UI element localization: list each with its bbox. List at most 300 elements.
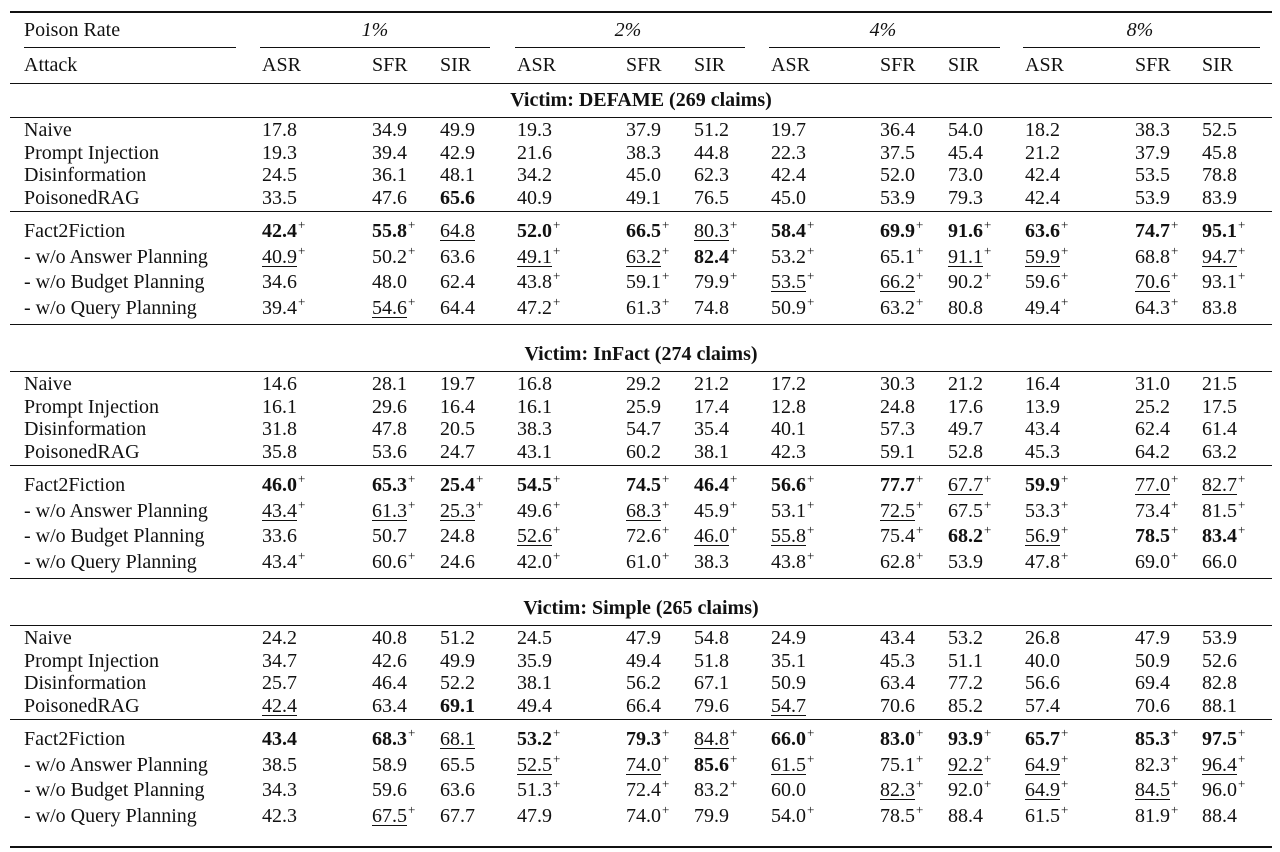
cell-value: 42.4 [1025,164,1060,186]
cell-value: 18.2 [1025,119,1060,141]
significance-marker: + [1238,496,1246,512]
cell-value: 49.1 [517,245,552,268]
cell-value: 25.2 [1135,395,1170,418]
cell-value: 69.4 [1135,672,1170,694]
significance-marker: + [1061,547,1069,563]
cell-value: 66.0 [771,728,806,750]
cell-value: 45.8 [1202,141,1237,164]
row-label: Prompt Injection [24,395,159,418]
table-cell [372,439,407,465]
significance-marker: + [916,217,924,232]
rate-group-rule-1 [260,47,490,48]
cell-value: 63.6 [440,779,475,801]
cell-value: 47.9 [1135,627,1170,649]
table-cell [1025,472,1068,498]
table-cell [771,523,814,549]
cell-value: 49.1 [626,186,661,209]
cell-value: 76.5 [694,186,729,209]
significance-marker: + [984,471,992,486]
significance-marker: + [408,242,416,258]
metric-header: ASR [262,54,301,76]
cell-value: 51.2 [440,627,475,649]
cell-value: 22.3 [771,141,806,164]
cell-value: 16.4 [440,395,475,418]
table-cell [694,218,737,244]
cell-value: 74.0 [626,753,661,776]
row-label: - w/o Answer Planning [24,499,208,522]
row-label: Disinformation [24,418,147,440]
table-cell [948,803,983,829]
cell-value: 24.8 [880,395,915,418]
table-cell [1202,269,1245,295]
table-cell [262,472,305,498]
cell-value: 75.1 [880,753,915,776]
cell-value: 69.9 [880,220,915,242]
cell-value: 63.2 [880,296,915,319]
cell-value: 49.9 [440,649,475,672]
significance-marker: + [1061,242,1069,258]
table-cell [517,439,552,465]
cell-value: 90.2 [948,271,983,293]
section-title: Victim: InFact (274 claims) [524,343,758,365]
cell-value: 46.0 [694,525,729,547]
cell-value: 51.1 [948,649,983,672]
cell-value: 16.8 [517,373,552,395]
table-cell [626,803,669,829]
attack-header-rule [24,47,236,48]
significance-marker: + [807,217,815,232]
cell-value: 63.4 [372,694,407,717]
cell-value: 74.8 [694,296,729,319]
cell-value: 63.6 [1025,220,1060,242]
cell-value: 21.2 [694,373,729,395]
table-cell [440,523,475,549]
table-cell [771,752,814,778]
row-label: - w/o Answer Planning [24,245,208,268]
cell-value: 64.9 [1025,753,1060,776]
section-end-rule [10,578,1272,579]
cell-value: 97.5 [1202,728,1237,750]
significance-marker: + [807,725,815,740]
row-label: Naive [24,627,72,649]
table-cell [262,726,297,752]
cell-value: 81.9 [1135,804,1170,827]
group-rule [10,465,1272,466]
cell-value: 50.7 [372,525,407,547]
rate-header-3: 4% [869,19,897,41]
cell-value: 51.8 [694,649,729,672]
table-cell [262,295,305,321]
cell-value: 55.8 [372,220,407,242]
cell-value: 59.9 [1025,245,1060,268]
table-cell [262,185,297,211]
table-cell [372,472,415,498]
cell-value: 81.5 [1202,499,1237,522]
cell-value: 36.4 [880,119,915,141]
significance-marker: + [1061,776,1069,791]
cell-value: 43.8 [771,550,806,573]
row-label: - w/o Budget Planning [24,525,205,547]
cell-value: 49.7 [948,418,983,440]
cell-value: 64.2 [1135,440,1170,463]
table-cell [1135,726,1178,752]
table-cell [1135,185,1170,211]
cell-value: 38.1 [517,672,552,694]
significance-marker: + [1061,471,1069,486]
cell-value: 37.9 [1135,141,1170,164]
cell-value: 47.6 [372,186,407,209]
table-cell [626,439,661,465]
table-cell [372,269,407,295]
table-cell [1202,185,1237,211]
cell-value: 70.6 [1135,271,1170,293]
table-cell [626,693,661,719]
table-cell [1202,244,1245,270]
table-cell [1025,439,1060,465]
metric-header: SFR [1135,54,1171,76]
table-cell [1135,498,1178,524]
table-cell [880,803,923,829]
table-cell [948,244,991,270]
cell-value: 54.7 [771,694,806,717]
cell-value: 42.6 [372,649,407,672]
significance-marker: + [553,496,561,512]
table-cell [1135,549,1178,575]
header-rule [10,83,1272,84]
table-cell [517,472,560,498]
cell-value: 52.6 [517,525,552,547]
table-cell [694,549,729,575]
significance-marker: + [916,242,924,258]
significance-marker: + [730,725,738,740]
row-label: - w/o Budget Planning [24,271,205,293]
cell-value: 20.5 [440,418,475,440]
cell-value: 58.9 [372,753,407,776]
cell-value: 59.1 [626,271,661,293]
cell-value: 61.3 [626,296,661,319]
significance-marker: + [1061,217,1069,232]
cell-value: 43.4 [262,728,297,750]
section-end-rule [10,324,1272,325]
metric-header: SIR [948,54,980,76]
rate-header-2: 2% [614,19,642,41]
table-cell [771,185,806,211]
cell-value: 57.3 [880,418,915,440]
table-cell [1202,777,1245,803]
table-cell [1202,295,1237,321]
section-title: Victim: Simple (265 claims) [523,597,759,619]
table-cell [771,295,814,321]
table-cell [771,439,806,465]
significance-marker: + [807,547,815,563]
cell-value: 77.7 [880,474,915,496]
cell-value: 24.5 [262,164,297,186]
cell-value: 91.1 [948,245,983,268]
significance-marker: + [1171,217,1179,232]
cell-value: 78.5 [1135,525,1170,547]
table-cell [1202,218,1245,244]
table-cell [1025,549,1068,575]
cell-value: 38.3 [694,550,729,573]
significance-marker: + [662,750,670,766]
significance-marker: + [408,471,416,486]
significance-marker: + [1061,496,1069,512]
cell-value: 68.1 [440,728,475,750]
table-cell [1202,726,1245,752]
table-cell [880,472,923,498]
table-cell [440,269,475,295]
significance-marker: + [807,801,815,817]
cell-value: 51.2 [694,119,729,141]
table-cell [626,269,669,295]
significance-marker: + [916,496,924,512]
cell-value: 59.9 [1025,474,1060,496]
cell-value: 42.4 [1025,186,1060,209]
table-cell [880,752,923,778]
significance-marker: + [730,776,738,791]
table-cell [880,439,915,465]
cell-value: 67.7 [948,474,983,496]
cell-value: 50.2 [372,245,407,268]
significance-marker: + [730,496,738,512]
cell-value: 43.1 [517,440,552,463]
table-cell [948,549,983,575]
table-cell [1025,523,1068,549]
cell-value: 35.8 [262,440,297,463]
cell-value: 39.4 [372,141,407,164]
rate-group-rule-2 [515,47,745,48]
cell-value: 16.1 [517,395,552,418]
cell-value: 92.0 [948,779,983,801]
table-cell [440,726,475,752]
significance-marker: + [916,471,924,486]
cell-value: 24.2 [262,627,297,649]
cell-value: 44.8 [694,141,729,164]
significance-marker: + [662,725,670,740]
cell-value: 61.3 [372,499,407,522]
table-cell [372,185,407,211]
row-label: Fact2Fiction [24,728,126,750]
row-label: Naive [24,119,72,141]
significance-marker: + [1171,293,1179,309]
cell-value: 17.8 [262,119,297,141]
table-cell [262,218,305,244]
section-title: Victim: DEFAME (269 claims) [510,89,772,111]
table-cell [694,693,729,719]
table-cell [1135,269,1178,295]
significance-marker: + [1061,268,1069,283]
significance-marker: + [984,217,992,232]
table-cell [517,523,560,549]
row-label: Prompt Injection [24,141,159,164]
cell-value: 40.9 [517,186,552,209]
significance-marker: + [662,776,670,791]
table-cell [262,244,305,270]
cell-value: 17.2 [771,373,806,395]
significance-marker: + [807,293,815,309]
poison-rate-label: Poison Rate [24,19,121,41]
table-cell [517,218,560,244]
cell-value: 42.0 [517,550,552,573]
cell-value: 53.2 [771,245,806,268]
metric-header: SFR [880,54,916,76]
significance-marker: + [553,217,561,232]
cell-value: 70.6 [880,694,915,717]
cell-value: 49.4 [1025,296,1060,319]
cell-value: 52.0 [880,164,915,186]
cell-value: 61.5 [1025,804,1060,827]
cell-value: 42.3 [771,440,806,463]
cell-value: 60.0 [771,779,806,801]
significance-marker: + [298,293,306,309]
rate-header-4: 8% [1126,19,1154,41]
cell-value: 66.4 [626,694,661,717]
cell-value: 69.1 [440,694,475,717]
cell-value: 24.8 [440,525,475,547]
significance-marker: + [1238,776,1246,791]
cell-value: 53.9 [1135,186,1170,209]
significance-marker: + [1061,293,1069,309]
table-cell [372,244,415,270]
cell-value: 52.5 [517,753,552,776]
significance-marker: + [553,471,561,486]
cell-value: 62.4 [1135,418,1170,440]
table-cell [1135,218,1178,244]
cell-value: 68.2 [948,525,983,547]
cell-value: 65.3 [372,474,407,496]
cell-value: 95.1 [1202,220,1237,242]
cell-value: 49.4 [626,649,661,672]
cell-value: 53.2 [517,728,552,750]
row-label: Disinformation [24,164,147,186]
significance-marker: + [408,547,416,563]
table-cell [517,295,560,321]
table-cell [517,269,560,295]
cell-value: 64.8 [440,220,475,242]
cell-value: 56.9 [1025,525,1060,547]
table-cell [880,777,923,803]
significance-marker: + [1238,242,1246,258]
significance-marker: + [408,725,416,740]
table-cell [771,777,806,803]
cell-value: 96.0 [1202,779,1237,801]
table-cell [440,185,475,211]
row-label: - w/o Query Planning [24,804,197,827]
significance-marker: + [730,471,738,486]
cell-value: 19.7 [771,119,806,141]
table-cell [517,803,552,829]
table-cell [1025,777,1068,803]
cell-value: 29.2 [626,373,661,395]
cell-value: 75.4 [880,525,915,547]
cell-value: 21.6 [517,141,552,164]
cell-value: 63.6 [440,245,475,268]
cell-value: 42.9 [440,141,475,164]
attack-label: Attack [24,54,78,76]
significance-marker: + [916,725,924,740]
cell-value: 40.9 [262,245,297,268]
significance-marker: + [298,547,306,563]
cell-value: 55.8 [771,525,806,547]
table-cell [771,472,814,498]
cell-value: 53.6 [372,440,407,463]
cell-value: 38.3 [1135,119,1170,141]
cell-value: 28.1 [372,373,407,395]
cell-value: 78.5 [880,804,915,827]
cell-value: 25.7 [262,672,297,694]
cell-value: 47.8 [372,418,407,440]
cell-value: 56.6 [771,474,806,496]
significance-marker: + [662,268,670,283]
table-cell [1135,244,1178,270]
cell-value: 47.9 [517,804,552,827]
cell-value: 62.4 [440,271,475,293]
significance-marker: + [730,217,738,232]
table-cell [948,295,983,321]
cell-value: 56.6 [1025,672,1060,694]
metric-header: SFR [372,54,408,76]
cell-value: 93.1 [1202,271,1237,293]
table-cell [262,777,297,803]
metric-header: ASR [517,54,556,76]
table-cell [1202,439,1237,465]
cell-value: 59.1 [880,440,915,463]
cell-value: 79.6 [694,694,729,717]
cell-value: 68.8 [1135,245,1170,268]
significance-marker: + [1238,725,1246,740]
table-cell [1202,752,1245,778]
cell-value: 25.3 [440,499,475,522]
significance-marker: + [807,268,815,283]
table-cell [694,472,737,498]
significance-marker: + [1238,471,1246,486]
significance-marker: + [1238,522,1246,537]
cell-value: 52.5 [1202,119,1237,141]
significance-marker: + [916,293,924,309]
cell-value: 19.3 [517,119,552,141]
table-cell [372,777,407,803]
cell-value: 40.0 [1025,649,1060,672]
significance-marker: + [408,293,416,309]
cell-value: 40.8 [372,627,407,649]
significance-marker: + [984,242,992,258]
table-cell [1135,472,1178,498]
cell-value: 17.5 [1202,395,1237,418]
significance-marker: + [1061,801,1069,817]
table-cell [694,498,737,524]
cell-value: 54.8 [694,627,729,649]
cell-value: 42.4 [771,164,806,186]
table-cell [880,549,923,575]
cell-value: 17.4 [694,395,729,418]
table-cell [517,752,560,778]
table-cell [372,295,415,321]
significance-marker: + [476,496,484,512]
cell-value: 96.4 [1202,753,1237,776]
cell-value: 24.7 [440,440,475,463]
cell-value: 63.2 [626,245,661,268]
cell-value: 68.3 [372,728,407,750]
cell-value: 19.7 [440,373,475,395]
cell-value: 65.7 [1025,728,1060,750]
cell-value: 67.7 [440,804,475,827]
cell-value: 14.6 [262,373,297,395]
cell-value: 62.3 [694,164,729,186]
row-label: Fact2Fiction [24,474,126,496]
table-cell [948,498,991,524]
significance-marker: + [984,268,992,283]
table-cell [262,523,297,549]
